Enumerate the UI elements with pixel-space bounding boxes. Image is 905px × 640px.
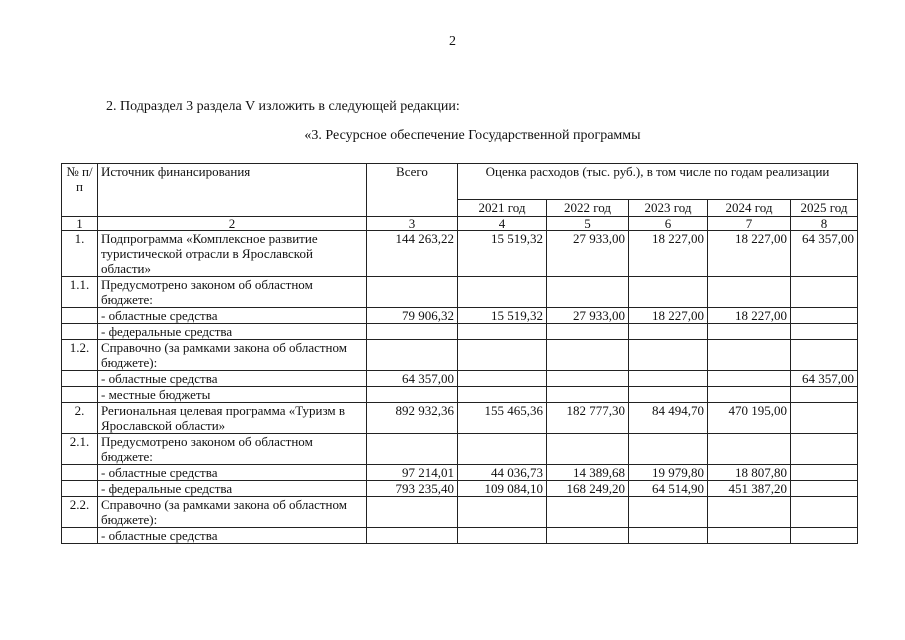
row-value-2025 [791,434,858,465]
row-value-2023: 64 514,90 [629,481,708,497]
row-value-2024 [708,324,791,340]
row-number: 2.1. [62,434,98,465]
row-source: Справочно (за рамками закона об областном бюджете): [98,340,367,371]
row-value-2025 [791,528,858,544]
row-total: 64 357,00 [367,371,458,387]
row-number [62,528,98,544]
row-value-2022: 182 777,30 [547,403,629,434]
row-number: 1.1. [62,277,98,308]
column-number: 3 [367,217,458,231]
row-value-2025 [791,497,858,528]
row-total [367,324,458,340]
row-value-2025 [791,481,858,497]
table-row [62,340,858,371]
row-value-2023 [629,497,708,528]
row-total [367,528,458,544]
row-source: - местные бюджеты [98,387,367,403]
row-value-2023: 18 227,00 [629,231,708,277]
row-total [367,277,458,308]
row-value-2024: 451 387,20 [708,481,791,497]
row-value-2021: 15 519,32 [458,231,547,277]
header-year-2023: 2023 год [629,200,708,217]
row-value-2022: 168 249,20 [547,481,629,497]
column-number: 2 [98,217,367,231]
row-value-2022: 27 933,00 [547,231,629,277]
header-estimate: Оценка расходов (тыс. руб.), в том числе по годам реализации [458,164,858,200]
table-row [62,497,858,528]
table-row [62,434,858,465]
row-value-2022: 14 389,68 [547,465,629,481]
row-source: - областные средства [98,308,367,324]
row-value-2025: 64 357,00 [791,231,858,277]
row-number [62,481,98,497]
column-number: 8 [791,217,858,231]
row-value-2024: 18 807,80 [708,465,791,481]
row-value-2022 [547,497,629,528]
row-value-2025 [791,277,858,308]
row-value-2022: 27 933,00 [547,308,629,324]
row-source: - областные средства [98,528,367,544]
row-total [367,497,458,528]
header-source: Источник финансирования [98,164,367,217]
row-total: 79 906,32 [367,308,458,324]
row-value-2025 [791,403,858,434]
row-value-2025: 64 357,00 [791,371,858,387]
section-title: «3. Ресурсное обеспечение Государственной программы [304,128,641,143]
row-number [62,465,98,481]
row-value-2024 [708,371,791,387]
table-row [62,277,858,308]
table-row [62,481,858,497]
row-value-2024: 470 195,00 [708,403,791,434]
row-value-2021: 44 036,73 [458,465,547,481]
row-value-2024: 18 227,00 [708,308,791,324]
row-value-2023 [629,277,708,308]
row-total [367,434,458,465]
row-value-2021 [458,434,547,465]
row-source: Предусмотрено законом об областном бюджете: [98,434,367,465]
header-no: № п/п [62,164,98,217]
table-row [62,387,858,403]
row-value-2022 [547,340,629,371]
row-value-2025 [791,387,858,403]
header-year-2021: 2021 год [458,200,547,217]
row-value-2021 [458,324,547,340]
row-total: 892 932,36 [367,403,458,434]
row-number [62,387,98,403]
instruction-text: 2. Подраздел 3 раздела V изложить в следующей редакции: [106,99,460,114]
row-value-2021: 109 084,10 [458,481,547,497]
row-source: - федеральные средства [98,324,367,340]
row-value-2022 [547,434,629,465]
row-value-2025 [791,465,858,481]
row-value-2023 [629,324,708,340]
table-row [62,371,858,387]
row-total [367,387,458,403]
row-value-2021: 155 465,36 [458,403,547,434]
row-value-2022 [547,324,629,340]
funding-table [61,163,858,544]
row-value-2025 [791,324,858,340]
row-total: 97 214,01 [367,465,458,481]
row-value-2024 [708,387,791,403]
row-value-2024 [708,528,791,544]
row-number: 1. [62,231,98,277]
row-source: - областные средства [98,371,367,387]
table-row [62,324,858,340]
header-year-2022: 2022 год [547,200,629,217]
table-row [62,465,858,481]
column-number: 6 [629,217,708,231]
row-source: Подпрограмма «Комплексное развитие туристической отрасли в Ярославской области» [98,231,367,277]
row-total: 793 235,40 [367,481,458,497]
table-row [62,528,858,544]
row-source: - федеральные средства [98,481,367,497]
row-number: 2. [62,403,98,434]
row-value-2023 [629,387,708,403]
row-value-2025 [791,308,858,324]
table-row [62,308,858,324]
column-number: 4 [458,217,547,231]
row-number [62,308,98,324]
row-value-2024 [708,340,791,371]
row-value-2021 [458,497,547,528]
row-value-2024 [708,277,791,308]
row-value-2022 [547,371,629,387]
row-value-2021 [458,387,547,403]
row-source: Предусмотрено законом об областном бюджете: [98,277,367,308]
row-source: - областные средства [98,465,367,481]
row-value-2024 [708,497,791,528]
header-year-2024: 2024 год [708,200,791,217]
page-number: 2 [449,34,456,49]
row-value-2025 [791,340,858,371]
row-value-2023 [629,528,708,544]
row-value-2021 [458,528,547,544]
row-value-2023: 19 979,80 [629,465,708,481]
row-value-2023: 84 494,70 [629,403,708,434]
header-year-2025: 2025 год [791,200,858,217]
column-number: 5 [547,217,629,231]
table-body [62,231,858,544]
row-value-2021 [458,277,547,308]
column-number-row [62,217,858,231]
row-number [62,371,98,387]
row-value-2021: 15 519,32 [458,308,547,324]
row-value-2024 [708,434,791,465]
row-value-2023 [629,371,708,387]
row-value-2023 [629,434,708,465]
header-total: Всего [367,164,458,217]
table-row [62,403,858,434]
row-value-2022 [547,277,629,308]
row-number: 2.2. [62,497,98,528]
row-value-2023 [629,340,708,371]
row-value-2022 [547,528,629,544]
row-number: 1.2. [62,340,98,371]
row-source: Региональная целевая программа «Туризм в Ярославской области» [98,403,367,434]
row-value-2023: 18 227,00 [629,308,708,324]
row-value-2021 [458,371,547,387]
row-value-2024: 18 227,00 [708,231,791,277]
column-number: 7 [708,217,791,231]
row-total [367,340,458,371]
row-value-2021 [458,340,547,371]
row-total: 144 263,22 [367,231,458,277]
row-value-2022 [547,387,629,403]
column-number: 1 [62,217,98,231]
table-row [62,231,858,277]
row-source: Справочно (за рамками закона об областном бюджете): [98,497,367,528]
row-number [62,324,98,340]
